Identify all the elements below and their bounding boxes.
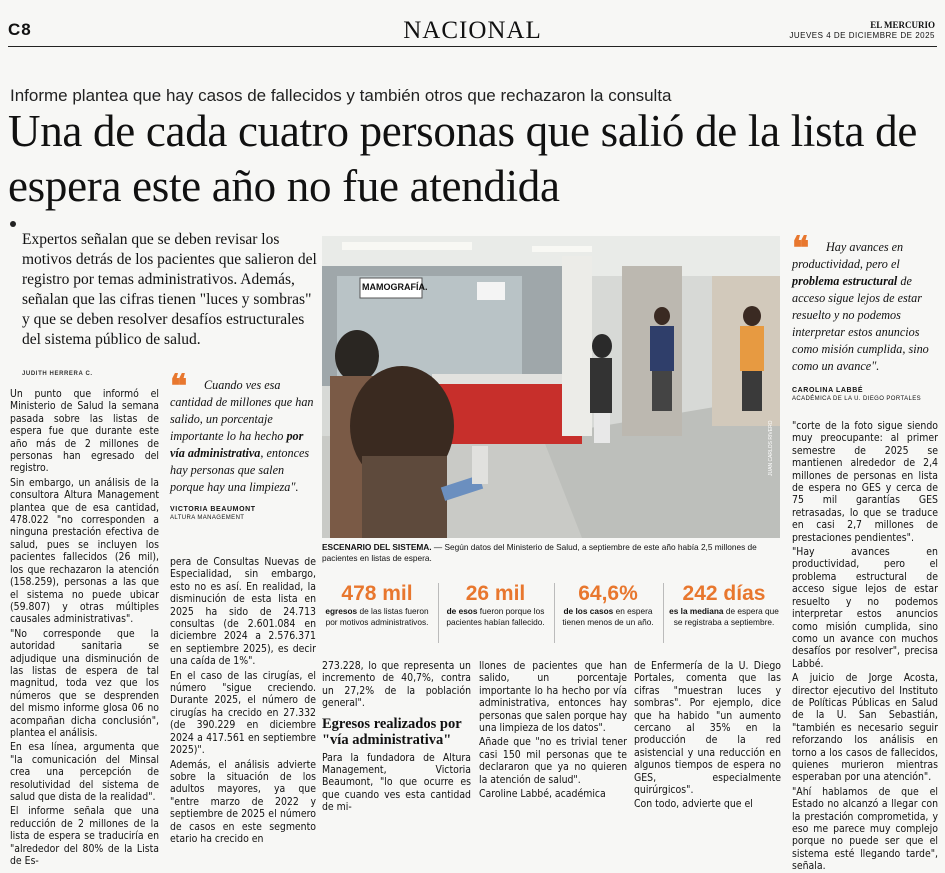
paragraph: llones de pacientes que han salido, un porcentaje importante lo ha hecho por vía administrativa, entonces hay personas que salen porque hay una limpieza de los datos". [479, 660, 627, 735]
paragraph: "Hay avances en productividad, pero el problema estructural de acceso sigue lejos de estar resuelto y no podemos interpretar estos anuncios como misión cumplida, sino como un avance con muchos desafíos por resolver", precisa Labbé. [792, 546, 938, 670]
quote-text: Cuando ves esa cantidad de millones que han salido, un porcentaje importante lo ha hecho por vía administrativa, entonces hay personas que salen porque hay una limpieza". [170, 378, 314, 494]
column-4 [479, 660, 627, 808]
bullet-dot [10, 221, 16, 227]
paragraph: Con todo, advierte que el [634, 798, 753, 811]
stat-divider [554, 583, 555, 643]
caption-title: ESCENARIO DEL SISTEMA. [322, 542, 432, 552]
kicker: Informe plantea que hay casos de fallecidos y también otros que rechazaron la consulta [10, 86, 672, 105]
stat-text: de esos fueron porque los pacientes habían fallecido. [446, 606, 545, 627]
column-3 [322, 660, 471, 814]
stat-value: 26 mil [465, 582, 526, 605]
photo-sign: MAMOGRAFÍA. [362, 282, 428, 292]
header-rule [8, 46, 937, 47]
headline: Una de cada cuatro personas que salió de la lista de espera este año no fue atendida [8, 106, 918, 211]
paragraph: A juicio de Jorge Acosta, director ejecutivo del Instituto de Políticas Públicas en Salud de la U. San Sebastián, "también es necesario seguir reforzando los análisis en torno a los casos de fallecidos, quienes murieron mientras esperaban por una atención". [792, 672, 938, 784]
subheading: Egresos realizados por "vía administrativa" [322, 715, 462, 748]
stat-box-4 [668, 582, 780, 627]
caption-text: — Según datos del Ministerio de Salud, a septiembre de este año había 2,5 millones de pacientes en listas de espera. [322, 542, 757, 563]
stat-value: 242 días [682, 582, 766, 605]
paragraph: "No corresponde que la autoridad sanitaria se adjudique una disminución de las listas de espera de tal magnitud, toda vez que los números que se desprenden del mismo informe glosa 06 no acompañan dicha conclusión", plantea el análisis. [10, 627, 159, 739]
page-number: C8 [8, 20, 32, 39]
paragraph: Añade que "no es trivial tener casi 150 mil personas que te declararon que ya no quieren la atención de salud". [479, 736, 627, 786]
stat-value: 64,6% [578, 582, 638, 605]
quote-mark-icon: ❝ [170, 368, 188, 404]
paragraph: Para la fundadora de Altura Management, Victoria Beaumont, "lo que ocurre es que cuando ves esta cantidad de mi- [322, 751, 471, 814]
newspaper-brand: EL MERCURIO [870, 20, 935, 30]
paragraph: Sin embargo, un análisis de la consultora Altura Management plantea que de esa cantidad, 478.022 "no corresponden a ninguna prestación efectiva de salud, pues se incluyen los pacientes fallecidos (26 mil), los que rechazaron la atención (158.259), personas a las que el sistema no puede ubicar (59.807) y otras múltiples causales administrativas". [10, 476, 159, 626]
quote-author-role: ALTURA MANAGEMENT [170, 515, 245, 521]
stat-text: es la mediana de espera que se registraba a septiembre. [669, 606, 779, 627]
pull-quote-2 [792, 232, 938, 402]
paragraph: En el caso de las cirugías, el número "sigue creciendo. Durante 2025, el número de cirugías ha crecido en 27.332 (de 390.229 en diciembre 2024 a 417.561 en septiembre 2025)". [170, 669, 316, 757]
issue-date: JUEVES 4 DE DICIEMBRE DE 2025 [789, 31, 935, 40]
quote-mark-icon: ❝ [792, 230, 810, 266]
stat-text: egresos de las listas fueron por motivos administrativos. [325, 606, 429, 627]
paragraph: "corte de la foto sigue siendo muy preocupante: al primer semestre de 2025 se mantienen alrededor de 2,4 millones de personas en lista de espera no GES y cerca de 75 mil garantías GES retrasadas, lo que se traduce en casi 2,7 millones de prestaciones pendientes". [792, 420, 938, 544]
byline: JUDITH HERRERA C. [22, 371, 93, 377]
stat-box-2 [443, 582, 548, 627]
column-1 [10, 388, 159, 868]
photo-caption [322, 542, 780, 564]
stat-box-1 [322, 582, 432, 627]
paragraph: Un punto que informó el Ministerio de Salud la semana pasada sobre las listas de espera fue que durante este año más de 2 millones de personas han egresado del registro. [10, 388, 159, 475]
quote-author: VICTORIA BEAUMONT [170, 506, 256, 513]
paragraph: pera de Consultas Nuevas de Especialidad, sin embargo, esto no es así. En realidad, la disminución de esta lista en 2025 ha sido de 24.713 consultas (de 2.601.084 en diciembre 2024 a 2.576.371 en septiembre 2025), es decir una caída de 1%". [170, 556, 316, 668]
deck: Expertos señalan que se deben revisar los motivos detrás de los pacientes que salieron del registro por temas administrativos. Además, señalan que las cifras tienen "luces y sombras" y que se deben resolver desafíos estructurales del sistema público de salud. [22, 231, 317, 348]
quote-author: CAROLINA LABBÉ [792, 387, 864, 394]
quote-author-role: ACADÉMICA DE LA U. DIEGO PORTALES [792, 396, 922, 402]
stat-box-3 [559, 582, 657, 627]
section-title: NACIONAL [403, 17, 542, 44]
stat-value: 478 mil [341, 582, 413, 605]
paragraph: de Enfermería de la U. Diego Portales, comenta que las cifras "muestran luces y sombras". Por ejemplo, dice que ha habido "un aumento cercano al 35% en la producción de la red asistencial y una reducción en algunos tiempos de espera no GES, especialmente quirúrgicos". [634, 660, 781, 797]
stat-divider [438, 583, 439, 643]
stat-text: de los casos en espera tienen menos de un año. [562, 606, 654, 627]
paragraph: El informe señala que una reducción de 2 millones de la lista de espera se traduciría en "alrededor del 80% de la Lista de Es- [10, 805, 159, 868]
paragraph: En esa línea, argumenta que "la comunicación del Minsal crea una percepción de resolutividad del sistema de salud que dista de la realidad". [10, 741, 159, 803]
column-6 [792, 420, 938, 873]
paragraph: "Ahí hablamos de que el Estado no alcanzó a llegar con la prestación comprometida, y eso me parece muy complejo porque no puede ser que el sistema esté llegando tarde", señala. [792, 785, 938, 873]
quote-text: Hay avances en productividad, pero el problema estructural de acceso sigue lejos de estar resuelto y no podemos interpretar estos anuncios como misión cumplida, sino como un avance". [792, 240, 929, 373]
pull-quote-1 [170, 370, 318, 521]
paragraph: Además, el análisis advierte sobre la situación de los adultos mayores, ya que "entre marzo de 2022 y septiembre de 2025 el número de casos en este segmento etario ha crecido en [170, 758, 316, 845]
paragraph: 273.228, lo que representa un incremento de 40,7%, contra un 27,2% de la población general". [322, 660, 471, 710]
photo-hospital-waiting-room [322, 236, 780, 538]
photo-credit: JUAN CARLOS RIVERO [768, 420, 774, 476]
column-2 [170, 556, 316, 845]
column-5 [634, 660, 781, 811]
stat-divider [663, 583, 664, 643]
paragraph: Caroline Labbé, académica [479, 788, 606, 801]
